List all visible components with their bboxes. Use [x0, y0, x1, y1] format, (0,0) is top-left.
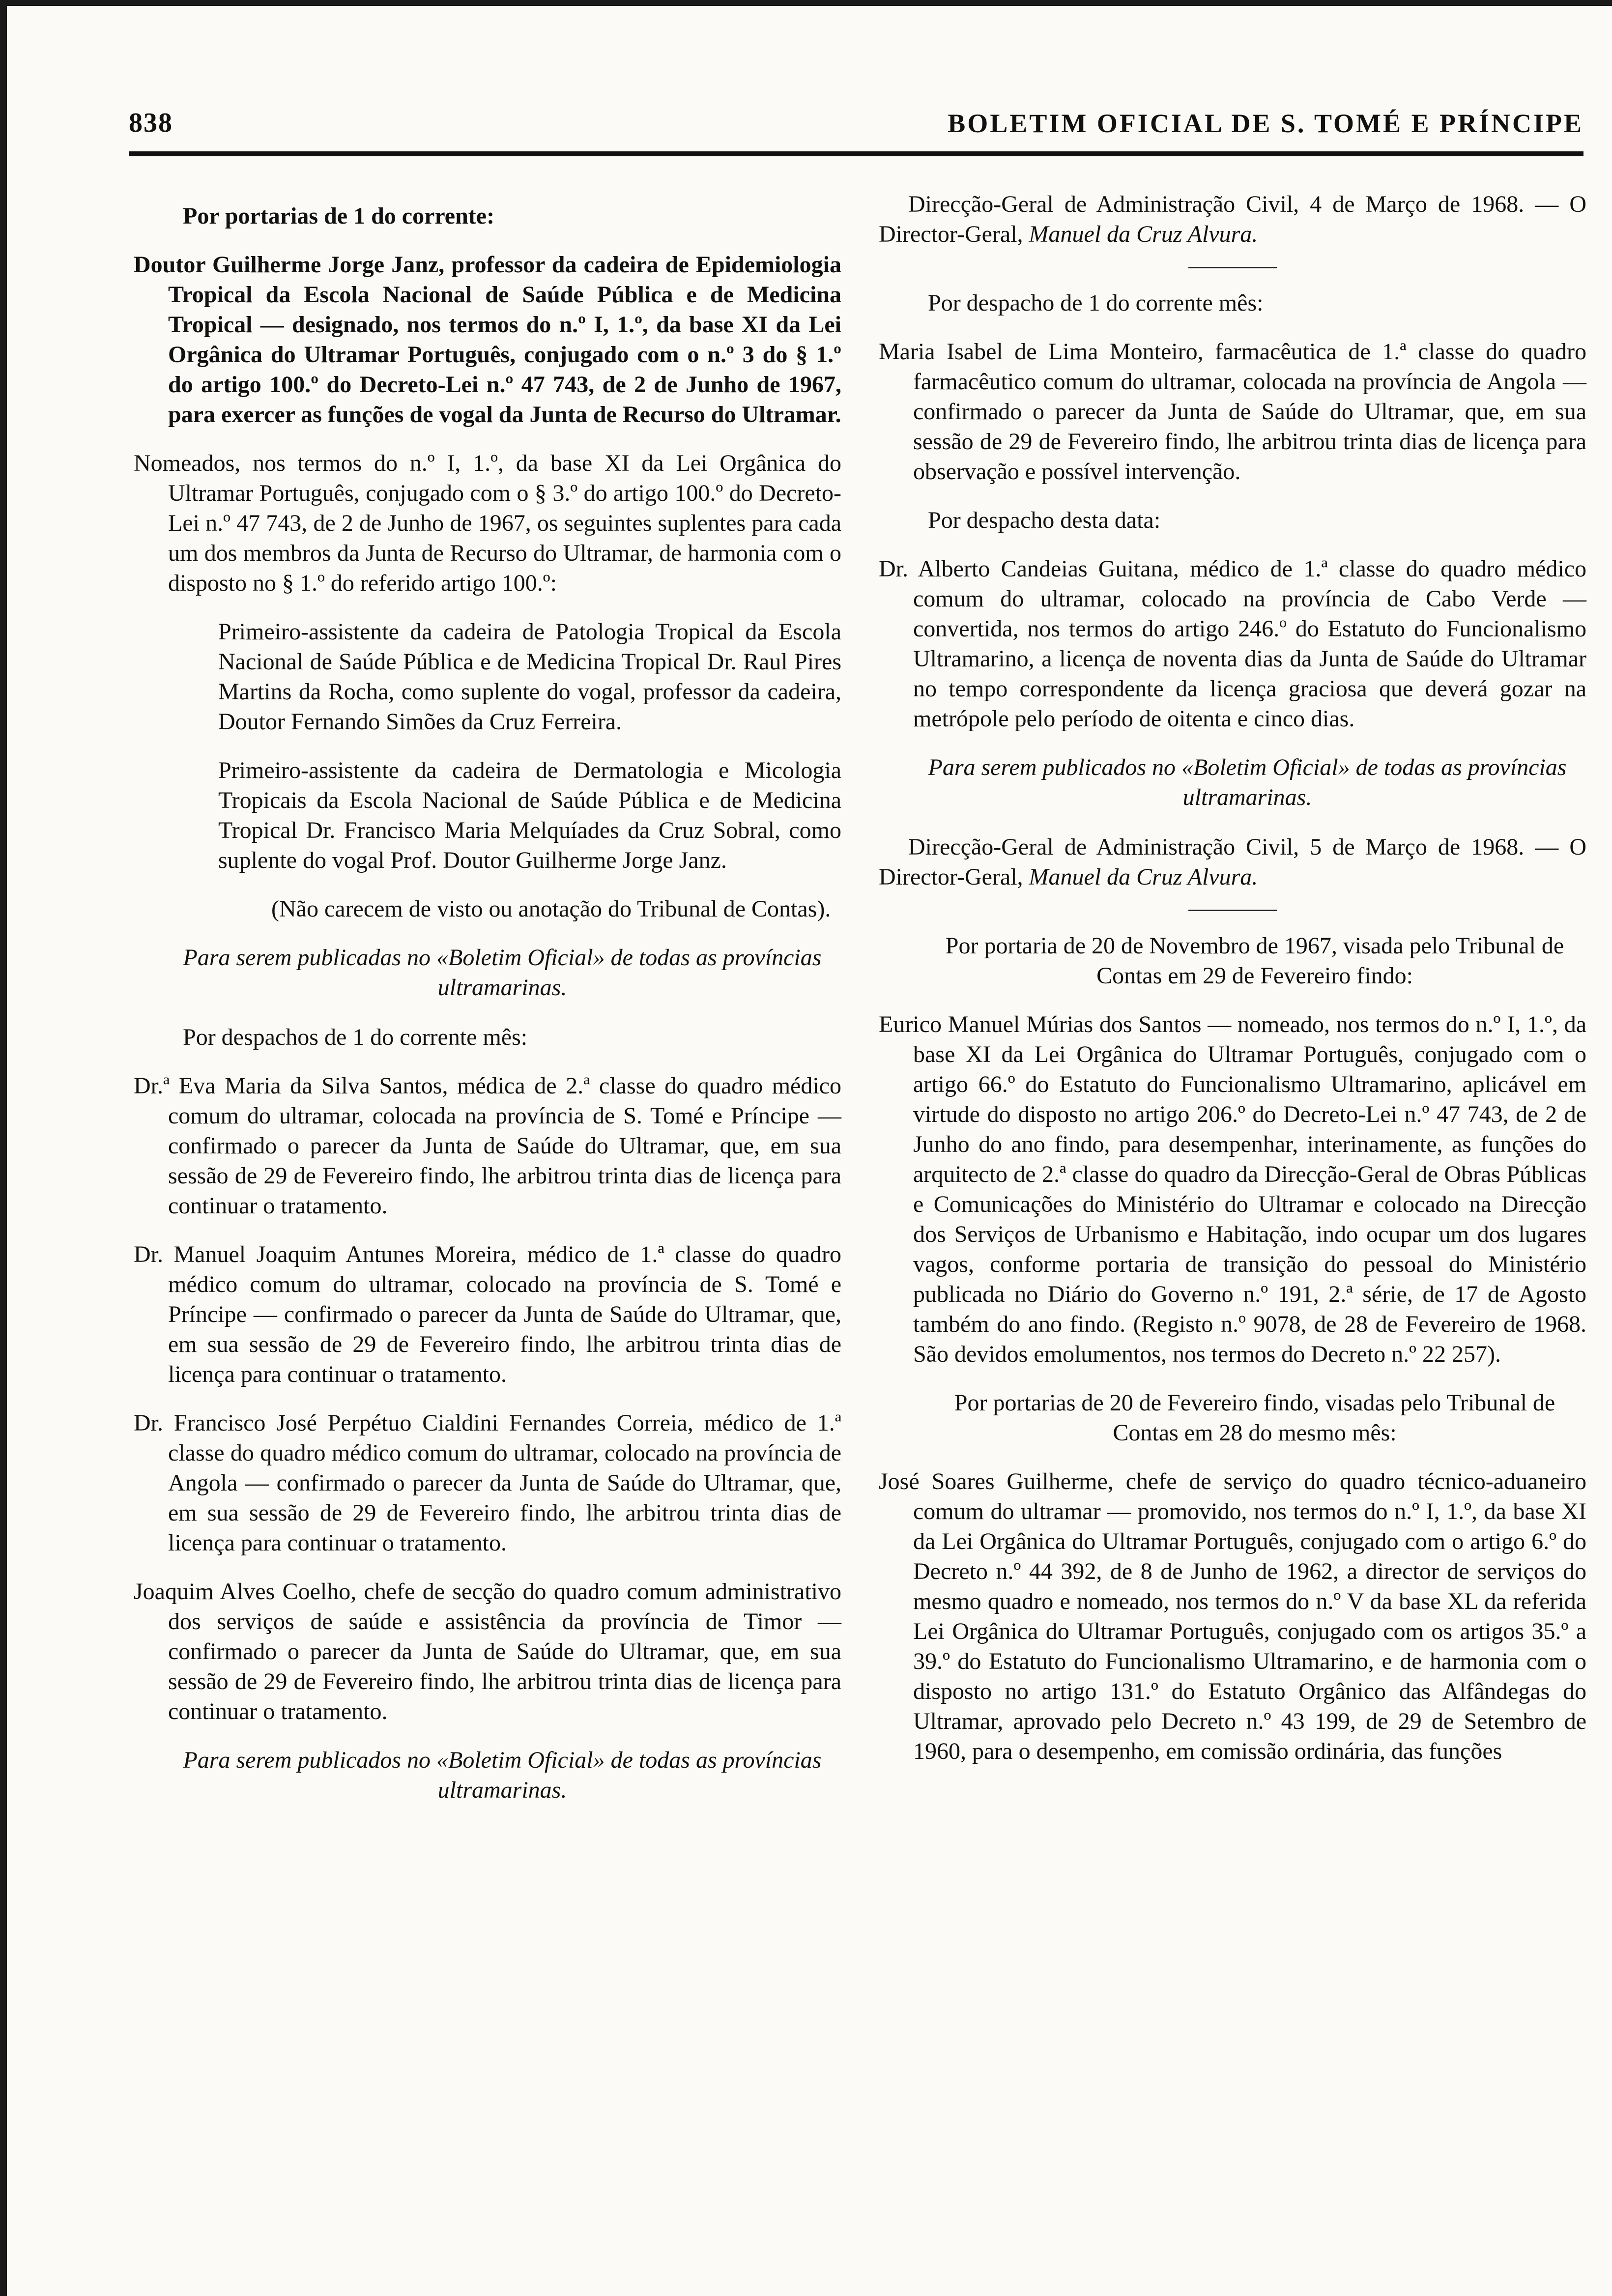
header-rule [129, 151, 1583, 156]
entry-paragraph: Dr. Alberto Candeias Guitana, médico de 1.ª classe do quadro médico comum do ultramar, colocado na província de Cabo Verde — convertida, nos termos do artigo 246.º do Estatuto do Funcionalismo Ultramarino, a licença de noventa dias da Junta de Saúde do Ultramar no tempo correspondente da licença graciosa que deverá gozar na metrópole pelo período de oitenta e cinco dias. [879, 556, 1586, 732]
entry-paragraph: Dr.ª Eva Maria da Silva Santos, médica de 2.ª classe do quadro médico comum do ultramar, colocada na província de S. Tomé e Príncipe — confirmado o parecer da Junta de Saúde do Ultramar, que, em sua sessão de 29 de Fevereiro findo, lhe arbitrou trinta dias de licença para continuar o tratamento. [134, 1073, 841, 1219]
page-header [129, 109, 1583, 139]
section-intro: Por portarias de 1 do corrente: [183, 203, 495, 229]
entry-paragraph: Primeiro-assistente da cadeira de Dermatologia e Micologia Tropicais da Escola Nacional de Saúde Pública e de Medicina Tropical Dr. Francisco Maria Melquíades da Cruz Sobral, como suplente do vogal Prof. Doutor Guilherme Jorge Janz. [218, 757, 841, 873]
section-intro: Por portaria de 20 de Novembro de 1967, visada pelo Tribunal de Contas em 29 de Fevereiro findo: [945, 933, 1564, 989]
left-column [134, 189, 841, 1825]
publication-note: Para serem publicadas no «Boletim Oficial» de todas as províncias ultramarinas. [183, 945, 822, 1001]
publication-title: BOLETIM OFICIAL DE S. TOMÉ E PRÍNCIPE [948, 109, 1583, 138]
separator [1188, 910, 1277, 911]
entry-paragraph: Dr. Manuel Joaquim Antunes Moreira, médico de 1.ª classe do quadro médico comum do ultramar, colocado na província de S. Tomé e Príncipe — confirmado o parecer da Junta de Saúde do Ultramar, que, em sua sessão de 29 de Fevereiro findo, lhe arbitrou trinta dias de licença para continuar o tratamento. [134, 1241, 841, 1387]
entry-paragraph: Dr. Francisco José Perpétuo Cialdini Fernandes Correia, médico de 1.ª classe do quadro médico comum do ultramar, colocado na província de Angola — confirmado o parecer da Junta de Saúde do Ultramar, que, em sua sessão de 29 de Fevereiro findo, lhe arbitrou trinta dias de licença para continuar o tratamento. [134, 1410, 841, 1556]
signature-line [879, 832, 1586, 892]
right-column [879, 189, 1586, 1785]
entry-paragraph: Eurico Manuel Múrias dos Santos — nomeado, nos termos do n.º I, 1.º, da base XI da Lei Orgânica do Ultramar Português, conjugado com o artigo 66.º do Estatuto do Funcionalismo Ultramarino, aplicável em virtude do disposto no artigo 206.º do Decreto-Lei n.º 47 743, de 2 de Junho do ano findo, para desempenhar, interinamente, as funções do arquitecto de 2.ª classe do quadro da Direcção-Geral de Obras Públicas e Comunicações do Ministério do Ultramar e colocado na Direcção dos Serviços de Urbanismo e Habitação, indo ocupar um dos lugares vagos, conforme portaria de transição do pessoal do Ministério publicada no Diário do Governo n.º 191, 2.ª série, de 17 de Agosto também do ano findo. (Registo n.º 9078, de 28 de Fevereiro de 1968. São devidos emolumentos, nos termos do Decreto n.º 22 257). [879, 1011, 1586, 1367]
section-intro: Por portarias de 20 de Fevereiro findo, visadas pelo Tribunal de Contas em 28 do mesmo mês: [954, 1390, 1555, 1446]
visa-note: (Não carecem de visto ou anotação do Tribunal de Contas). [271, 896, 831, 922]
signature-text: Direcção-Geral de Administração Civil, 5 de Março de 1968. — O Director-Geral, [879, 834, 1586, 890]
section-intro: Por despacho de 1 do corrente mês: [928, 290, 1264, 316]
entry-paragraph: Maria Isabel de Lima Monteiro, farmacêutica de 1.ª classe do quadro farmacêutico comum do ultramar, colocada na província de Angola — confirmado o parecer da Junta de Saúde do Ultramar, que, em sua sessão de 29 de Fevereiro findo, lhe arbitrou trinta dias de licença para observação e possível intervenção. [879, 339, 1586, 485]
entry-paragraph: José Soares Guilherme, chefe de serviço do quadro técnico-aduaneiro comum do ultramar — promovido, nos termos do n.º I, 1.º, da base XI da Lei Orgânica do Ultramar Português, conjugado com o artigo 6.º do Decreto n.º 44 392, de 8 de Junho de 1962, a director de serviços do mesmo quadro e nomeado, nos termos do n.º V da base XL da referida Lei Orgânica do Ultramar Português, conjugado com os artigos 35.º a 39.º do Estatuto do Funcionalismo Ultramarino, e de harmonia com o disposto no artigo 131.º do Estatuto Orgânico das Alfândegas do Ultramar, aprovado pelo Decreto n.º 43 199, de 29 de Setembro de 1960, para o desempenho, em comissão ordinária, das funções [879, 1468, 1586, 1764]
entry-paragraph: Joaquim Alves Coelho, chefe de secção do quadro comum administrativo dos serviços de saúde e assistência da província de Timor — confirmado o parecer da Junta de Saúde do Ultramar, que, em sua sessão de 29 de Fevereiro findo, lhe arbitrou trinta dias de licença para continuar o tratamento. [134, 1578, 841, 1724]
section-intro: Por despachos de 1 do corrente mês: [183, 1024, 528, 1050]
entry-paragraph: Nomeados, nos termos do n.º I, 1.º, da base XI da Lei Orgânica do Ultramar Português, conjugado com o § 3.º do artigo 100.º do Decreto-Lei n.º 47 743, de 2 de Junho de 1967, os seguintes suplentes para cada um dos membros da Junta de Recurso do Ultramar, de harmonia com o disposto no § 1.º do referido artigo 100.º: [134, 450, 841, 596]
signature-name: Manuel da Cruz Alvura. [1029, 864, 1258, 890]
entry-paragraph: Primeiro-assistente da cadeira de Patologia Tropical da Escola Nacional de Saúde Pública e de Medicina Tropical Dr. Raul Pires Martins da Rocha, como suplente do vogal, professor da cadeira, Doutor Fernando Simões da Cruz Ferreira. [218, 619, 841, 735]
signature-name: Manuel da Cruz Alvura. [1029, 221, 1258, 247]
section-intro: Por despacho desta data: [928, 507, 1161, 533]
publication-note: Para serem publicados no «Boletim Oficial» de todas as províncias ultramarinas. [928, 754, 1567, 810]
signature-line [879, 189, 1586, 249]
entry-paragraph: Doutor Guilherme Jorge Janz, professor da cadeira de Epidemiologia Tropical da Escola Nacional de Saúde Pública e de Medicina Tropical — designado, nos termos do n.º I, 1.º, da base XI da Lei Orgânica do Ultramar Português, conjugado com o n.º 3 do § 1.º do artigo 100.º do Decreto-Lei n.º 47 743, de 2 de Junho de 1967, para exercer as funções de vogal da Junta de Recurso do Ultramar. [134, 252, 841, 428]
separator [1188, 267, 1277, 268]
publication-note: Para serem publicados no «Boletim Oficial» de todas as províncias ultramarinas. [183, 1747, 822, 1803]
signature-text: Direcção-Geral de Administração Civil, 4 de Março de 1968. — O Director-Geral, [879, 191, 1586, 247]
page-number: 838 [129, 108, 173, 138]
